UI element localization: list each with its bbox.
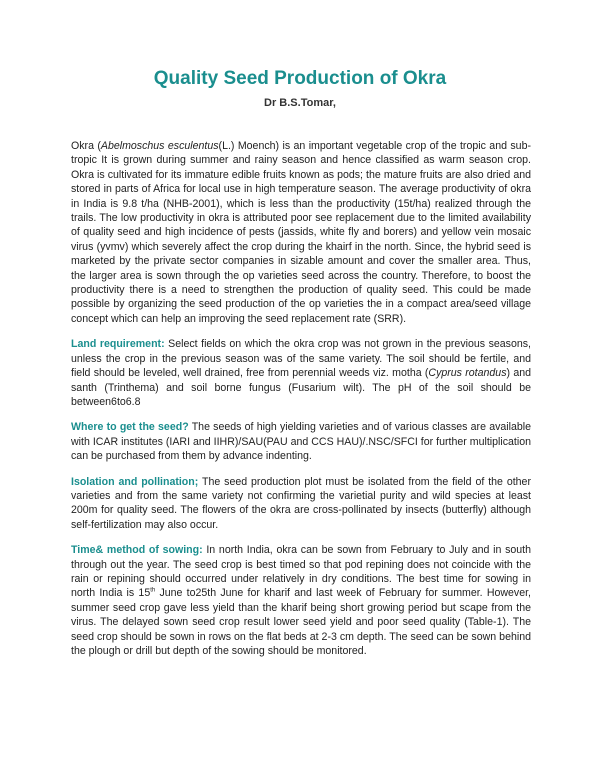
isolation-text: The seed production plot must be isolated from the field of the other varieties and from the same variety not confirming the varietial purity and wild species at least 200m for quality seed. The flowers of the okra are cross-pollinated by insects (butterfly) although self-fertilization may also occur. [71,475,531,531]
isolation-paragraph [71,475,531,533]
intro-paragraph [71,139,531,326]
land-text-2: ) and santh (Trinthema) and soil borne fungus (Fusarium wilt). The pH of the soil should be between6to6.8 [71,367,531,408]
ordinal-superscript: th [150,587,156,594]
land-paragraph [71,337,531,409]
sowing-paragraph [71,543,531,658]
land-heading: Land requirement: [71,338,165,351]
intro-text: (L.) Moench) is an important vegetable crop of the tropic and sub- tropic It is grown during summer and rainy season and hence classified as warm season crop. Okra is cultivated for its immature edible fruits known as pods; the mature fruits are also dried and stored in parts of Africa for local use in high temperature season. The average productivity of okra in India is 9.8 t/ha (NHB-2001), which is less than the productivity (15t/ha) realized through the trails. The low productivity in okra is attributed poor see replacement due to the limited availability of quality seed and high incidence of pests (jassids, white fly and borers) and yellow vein mosaic virus (yvmv) which severely affect the crop during the khairf in the north. Since, the hybrid seed is marketed by the private sector companies in sizable amount and cover the smaller area. Thus, the larger area is sown through the op varieties seed across the country. Therefore, to boost the productivity there is a need to strengthen the production of quality seed. This could be made possible by organizing the seed production of the op varieties the in a compact area/seed village concept which can help an improving the seed replacement rate (SRR). [71,140,531,325]
land-text-1: Select fields on which the okra crop was not grown in the previous seasons, unless the crop in the previous season was of the same variety. The soil should be fertile, and field should be leveled, well drained, free from perennial weeds viz. motha ( [71,338,531,380]
seed-source-heading: Where to get the seed? [71,421,189,434]
land-italic: Cyprus rotandus [428,367,507,380]
document-title: Quality Seed Production of Okra [153,68,447,89]
sowing-heading: Time& method of sowing: [71,544,203,557]
seed-source-text: The seeds of high yielding varieties and of various classes are available with ICAR institutes (IARI and IIHR)/SAU(PAU and CCS HAU)/.NSC/SFCI for further multiplication can be purchased from them by advance indenting. [71,421,532,463]
seed-source-paragraph [71,420,531,463]
author-line: Dr B.S.Tomar, [264,97,336,109]
isolation-heading: Isolation and pollination; [71,475,199,488]
body-text [71,139,531,669]
intro-pre: Okra ( [71,140,101,152]
species-name: Abelmoschus esculentus [100,140,219,152]
sowing-text-2: June to25th June for kharif and last week of February for summer. However, summer seed crop gave less yield than the kharif being short growing period but scape from the virus. The delayed sown seed crop result lower seed yield and poor seed quality (Table-1). The seed crop should be sown in rows on the flat beds at 2-3 cm depth. The seed can be sown behind the plough or drill but depth of the sowing should be monitored. [71,587,531,657]
sowing-text-1: In north India, okra can be sown from February to July and in south through out the year. The seed crop is best timed so that pod repining does not coincide with the rain or repining should occurred under relatively in dry conditions. The best time for sowing in north India is 15 [71,544,531,600]
